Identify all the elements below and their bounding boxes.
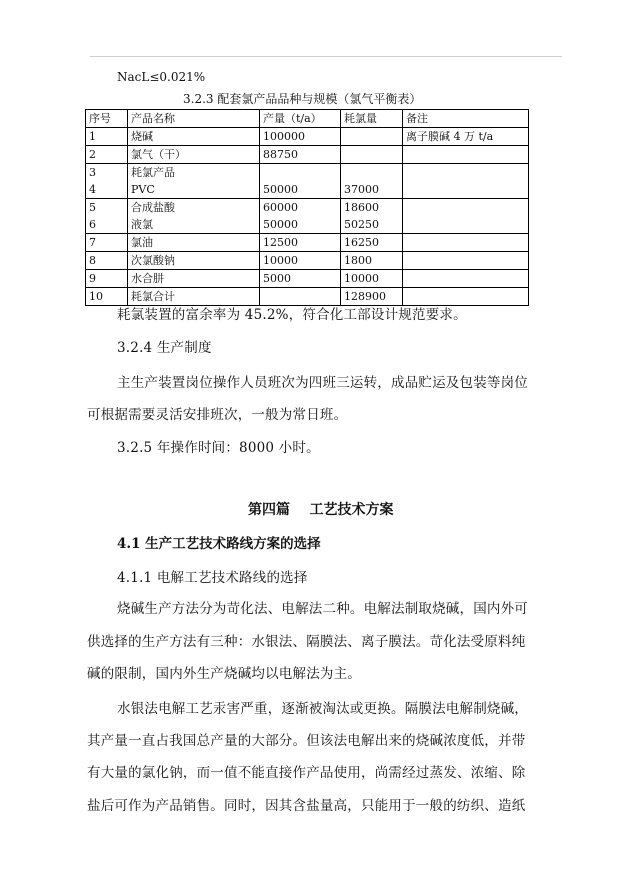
cell-note [403,146,529,164]
table-row [86,270,529,288]
paragraph-line: 烧碱生产方法分为苛化法、电解法二种。电解法制取烧碱，国内外可 [117,601,528,617]
cell-product-name [128,164,260,199]
cell-line: 合成盐酸 [131,201,175,214]
chlorine-balance-table [85,109,529,306]
cell-output: 5000 [260,270,341,288]
cell-note [403,270,529,288]
cell-line: 60000 [263,201,298,214]
paragraph-line: 主生产装置岗位操作人员班次为四班三运转，成品贮运及包装等岗位 [117,375,528,391]
cell-chlorine-use [341,199,403,234]
cell-note [403,234,529,252]
cell-no [86,199,128,234]
cell-line: 50000 [263,218,298,231]
cell-line: 耗氯产品 [131,166,175,179]
section-3-2-4-title: 3.2.4 生产制度 [117,340,212,356]
cell-no: 9 [86,270,128,288]
cell-note [403,252,529,270]
cell-note [403,164,529,199]
cell-line: 液氯 [131,218,153,231]
cell-line [263,164,337,181]
cell-output: 88750 [260,146,341,164]
cell-output [260,164,341,199]
cell-product-name: 次氯酸钠 [128,252,260,270]
cell-line: 5 [89,201,96,214]
cell-no [86,164,128,199]
paragraph-line: 可根据需要灵活安排班次，一般为常日班。 [87,407,348,423]
cell-product-name: 氯气（干） [128,146,260,164]
header-product-name: 产品名称 [128,110,260,128]
cell-product-name: 烧碱 [128,128,260,146]
cell-line: 4 [89,183,96,196]
cell-no: 8 [86,252,128,270]
cell-product-name: 氯油 [128,234,260,252]
table-row [86,128,529,146]
cell-output [260,199,341,234]
cell-chlorine-use [341,164,403,199]
cell-note: 离子膜碱 4 万 t/a [403,128,529,146]
section-4-1-title: 4.1 生产工艺技术路线方案的选择 [117,536,321,552]
cell-no: 1 [86,128,128,146]
cell-line: 50000 [263,183,298,196]
section-3-2-5-text: 3.2.5 年操作时间：8000 小时。 [117,440,320,456]
section-4-1-1-title: 4.1.1 电解工艺技术路线的选择 [117,570,308,586]
cell-product-name [128,199,260,234]
cell-chlorine-use [341,128,403,146]
header-rule [90,56,562,57]
cell-chlorine-use [341,146,403,164]
table-header-row [86,110,529,128]
paragraph-line: 有大量的氯化钠，而一值不能直接作产品使用，尚需经过蒸发、浓缩、除 [87,765,526,781]
cell-line: 3 [89,166,96,179]
cell-product-name: 耗氯合计 [128,288,260,306]
paragraph-line: 其产量一直占我国总产量的大部分。但该法电解出来的烧碱浓度低，并带 [87,733,526,749]
table-caption: 3.2.3 配套氯产品品种与规模（氯气平衡表） [183,92,422,106]
cell-line: PVC [131,183,155,196]
paragraph-line: 水银法电解工艺汞害严重，逐渐被淘汰或更换。隔膜法电解制烧碱， [117,701,528,717]
header-note: 备注 [403,110,529,128]
cell-chlorine-use: 10000 [341,270,403,288]
cell-line: 50250 [344,218,379,231]
surplus-rate-text: 耗氯装置的富余率为 45.2%，符合化工部设计规范要求。 [117,307,467,323]
cell-line: 6 [89,218,96,231]
paragraph-line: 供选择的生产方法有三种：水银法、隔膜法、离子膜法。苛化法受原料纯 [87,634,526,650]
table-row [86,252,529,270]
cell-output: 100000 [260,128,341,146]
cell-chlorine-use: 1800 [341,252,403,270]
cell-note [403,199,529,234]
cell-chlorine-use: 16250 [341,234,403,252]
table-row [86,164,529,199]
cell-chlorine-use: 128900 [341,288,403,306]
nacl-spec-line: NacL≤0.021% [117,70,206,84]
cell-output: 10000 [260,252,341,270]
cell-line [344,164,399,181]
table-row [86,199,529,234]
header-chlorine-use: 耗氯量 [341,110,403,128]
cell-line: 37000 [344,183,379,196]
table-row [86,146,529,164]
cell-no: 10 [86,288,128,306]
paragraph-line: 盐后可作为产品销售。同时，因其含盐量高，只能用于一般的纺织、造纸 [87,798,526,814]
paragraph-line: 碱的限制，国内外生产烧碱均以电解法为主。 [87,666,361,682]
cell-product-name: 水合肼 [128,270,260,288]
cell-output: 12500 [260,234,341,252]
table-row [86,234,529,252]
cell-no: 2 [86,146,128,164]
cell-no: 7 [86,234,128,252]
header-output: 产量（t/a） [260,110,341,128]
part-four-title: 第四篇 工艺技术方案 [248,502,394,518]
cell-line: 18600 [344,201,379,214]
header-no: 序号 [86,110,128,128]
